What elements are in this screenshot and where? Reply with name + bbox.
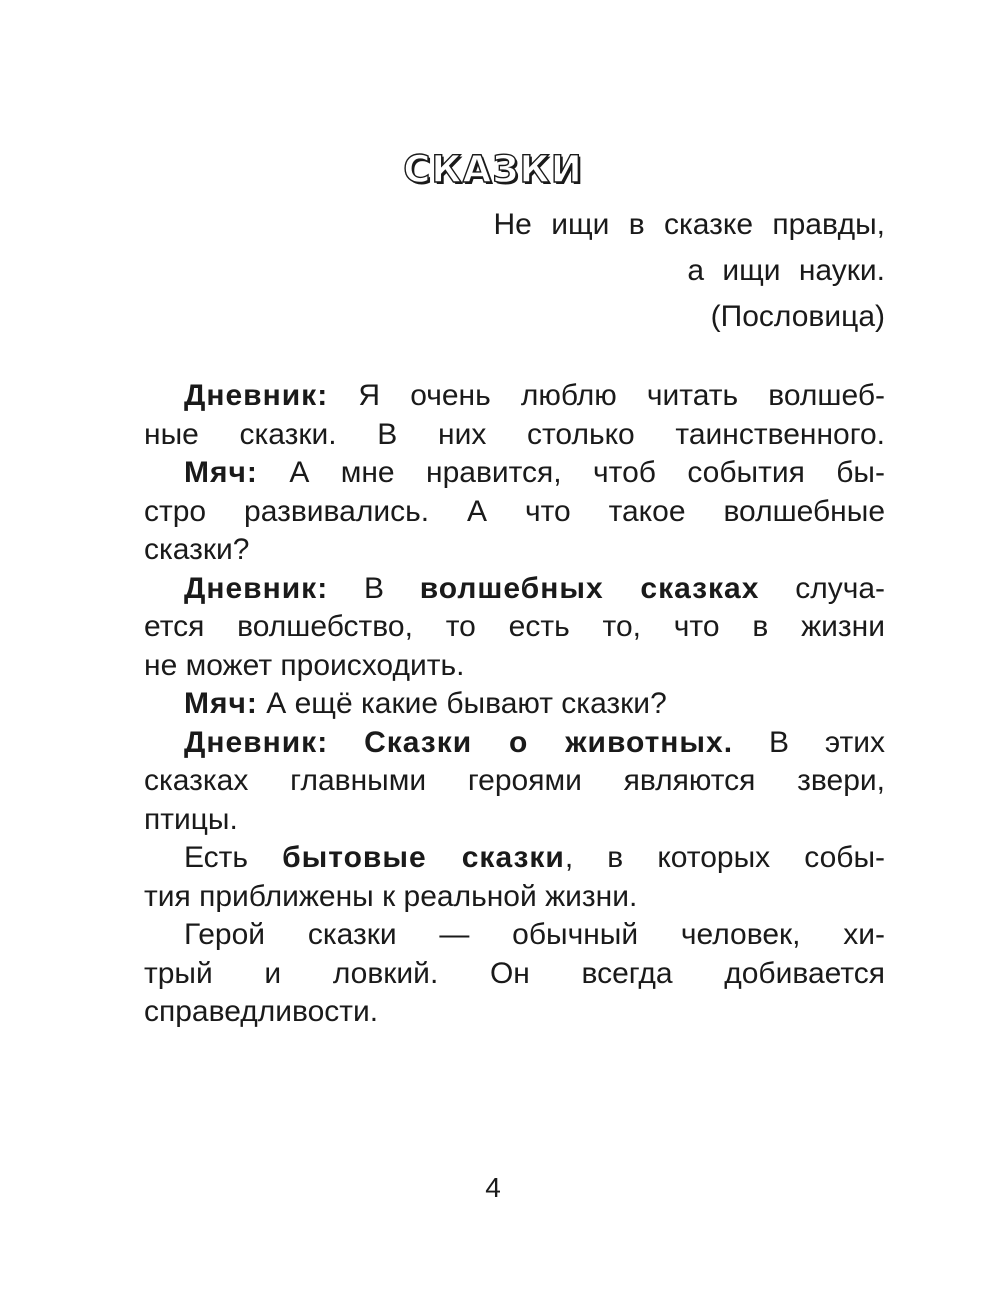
text-line: трый и ловкий. Он всегда добивается bbox=[144, 956, 885, 990]
epigraph-source: (Пословица) bbox=[710, 300, 885, 333]
paragraph-ball-1 bbox=[144, 454, 885, 570]
main-text bbox=[144, 377, 885, 1032]
page-title: СКАЗКИ bbox=[403, 148, 583, 191]
text-line: Мяч: А ещё какие бывают сказки? bbox=[184, 687, 667, 720]
epigraph-line-1: Не ищи в сказке правды, bbox=[493, 208, 885, 241]
text-line: сказках главными героями являются звери, bbox=[144, 764, 885, 797]
text-line: тия приближены к реальной жизни. bbox=[144, 879, 638, 913]
paragraph-diary-2 bbox=[144, 570, 885, 686]
text-line: птицы. bbox=[144, 802, 238, 836]
paragraph-diary-3 bbox=[144, 724, 885, 840]
epigraph bbox=[494, 202, 885, 340]
paragraph-hero bbox=[144, 916, 885, 1032]
text-line: Герой сказки — обычный человек, хи- bbox=[184, 918, 885, 951]
text-line: Дневник: В волшебных сказках случа- bbox=[184, 571, 885, 605]
text-line: стро развивались. А что такое волшебные bbox=[144, 494, 885, 528]
speaker-diary: Дневник: bbox=[184, 379, 329, 412]
paragraph-everyday-tales bbox=[144, 839, 885, 916]
term-magic-tales: волшебных сказках bbox=[419, 571, 760, 605]
speaker-ball: Мяч: bbox=[184, 456, 258, 489]
text-line: Дневник: Сказки о животных. В этих bbox=[184, 725, 885, 759]
text-line: ется волшебство, то есть то, что в жизни bbox=[144, 610, 885, 643]
text-line: не может происходить. bbox=[144, 648, 465, 682]
paragraph-diary-1 bbox=[144, 377, 885, 454]
speaker-diary: Дневник: bbox=[184, 571, 329, 605]
page-number: 4 bbox=[485, 1172, 501, 1203]
term-everyday-tales: бытовые сказки bbox=[282, 841, 565, 874]
text-line: Есть бытовые сказки, в которых собы- bbox=[184, 841, 885, 874]
text-line: ные сказки. В них столько таинственного. bbox=[144, 417, 885, 451]
term-animal-tales: Сказки о животных. bbox=[364, 725, 734, 759]
text-line: Дневник: Я очень люблю читать волшеб- bbox=[184, 379, 885, 412]
text-line: Мяч: А мне нравится, чтоб события бы- bbox=[184, 456, 885, 489]
text-line: сказки? bbox=[144, 533, 250, 566]
speaker-diary: Дневник: bbox=[184, 725, 329, 759]
epigraph-line-2: а ищи науки. bbox=[687, 254, 885, 287]
paragraph-ball-2 bbox=[144, 685, 885, 724]
text-line: справедливости. bbox=[144, 995, 379, 1028]
speaker-ball: Мяч: bbox=[184, 687, 258, 720]
